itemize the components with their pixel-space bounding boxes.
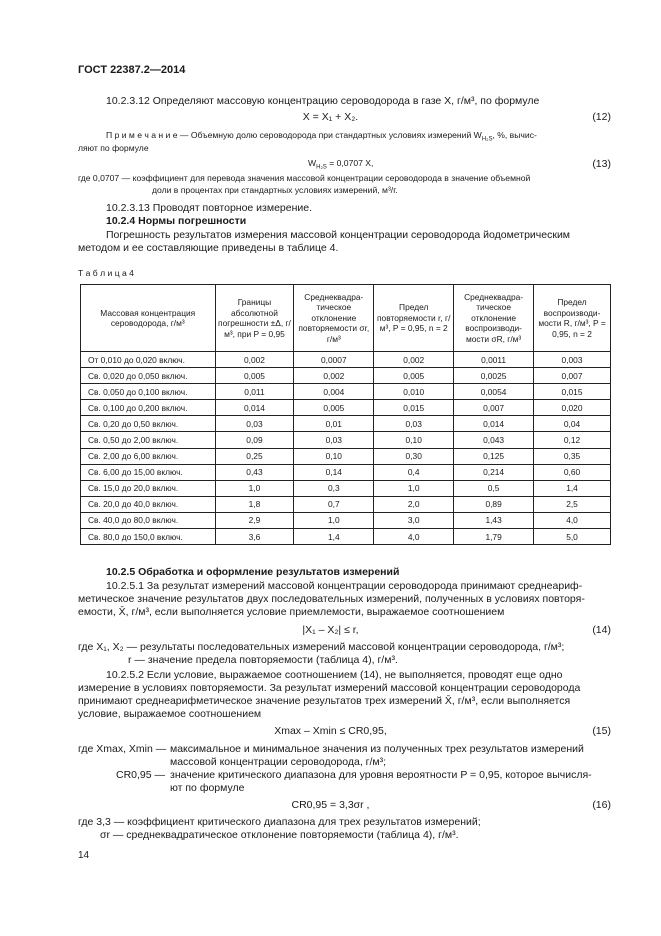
table-cell-range: Св. 20,0 до 40,0 включ. (81, 496, 216, 512)
formula-12-number: (12) (592, 111, 611, 123)
table-row (81, 496, 611, 512)
paragraph-norms-line-1: Погрешность результатов измерения массовой концентрации сероводорода йодометрическим (106, 229, 571, 241)
table-cell-value: 0,01 (294, 416, 374, 432)
table-cell-value: 1,0 (374, 480, 454, 496)
table-cell-range: Св. 0,20 до 0,50 включ. (81, 416, 216, 432)
where-15-label-1: где Xmax, Xmin — (78, 743, 167, 755)
table-row (81, 464, 611, 480)
table-cell-value: 0,125 (454, 448, 534, 464)
note-line-1 (106, 130, 537, 143)
formula-13 (308, 158, 374, 171)
table-cell-value: 0,7 (294, 496, 374, 512)
formula-13-w: W (308, 158, 317, 168)
table-header-cell: Предел повторяемости r, г/м³, P = 0,95, n = 2 (374, 285, 454, 352)
table-cell-range: Св. 2,00 до 6,00 включ. (81, 448, 216, 464)
where-15-line-2: массовой концентрации сероводорода, г/м³; (170, 756, 387, 768)
table-header-cell: Среднеквадра-тическое отклонение повторяемости σr, г/м³ (294, 285, 374, 352)
table-cell-value: 5,0 (534, 529, 611, 545)
table-cell-value: 0,5 (454, 480, 534, 496)
paragraph-10-2-5-1-line-2: метическое значение результатов двух последовательных измерений, полученных в условиях повторя- (78, 593, 585, 605)
where-13-line-2: доли в процентах при стандартных условиях измерений, м³/г. (152, 185, 398, 195)
table-cell-value: 3,0 (374, 512, 454, 528)
formula-12: X = X₁ + X₂. (302, 111, 359, 123)
paragraph-10-2-3-13: 10.2.3.13 Проводят повторное измерение. (106, 202, 313, 214)
formula-13-number: (13) (592, 158, 611, 170)
where-15-label-2: CR0,95 — (116, 769, 166, 781)
table-cell-value: 0,10 (374, 432, 454, 448)
formula-14: |X₁ – X₂| ≤ r, (302, 624, 359, 636)
table-cell-value: 0,014 (215, 400, 294, 416)
table-cell-value: 0,007 (454, 400, 534, 416)
table-cell-value: 0,214 (454, 464, 534, 480)
table-cell-value: 0,007 (534, 368, 611, 384)
where-15-line-1: максимальное и минимальное значения из полученных трех результатов измерений (170, 743, 584, 755)
table-row (81, 352, 611, 368)
where-15-line-3: значение критического диапазона для уровня вероятности P = 0,95, которое вычисля- (170, 769, 592, 781)
table-cell-value: 0,0025 (454, 368, 534, 384)
table-cell-value: 0,002 (374, 352, 454, 368)
table-header-cell: Границы абсолютной погрешности ±Δ, г/м³, при P = 0,95 (215, 285, 294, 352)
table-row (81, 448, 611, 464)
section-10-2-5-heading: 10.2.5 Обработка и оформление результатов измерений (106, 566, 400, 578)
table-row (81, 480, 611, 496)
table-cell-value: 1,43 (454, 512, 534, 528)
table-caption: Т а б л и ц а 4 (78, 268, 134, 278)
table-cell-value: 0,4 (374, 464, 454, 480)
table-header-cell: Предел воспроизводи-мости R, г/м³, P = 0,95, n = 2 (534, 285, 611, 352)
table-cell-value: 0,03 (294, 432, 374, 448)
note-subscript: H₂S (481, 136, 493, 143)
table-cell-value: 0,04 (534, 416, 611, 432)
table-cell-value: 0,002 (215, 352, 294, 368)
table-cell-value: 1,4 (294, 529, 374, 545)
table-cell-value: 0,12 (534, 432, 611, 448)
table-cell-range: Св. 0,050 до 0,100 включ. (81, 384, 216, 400)
table-cell-range: От 0,010 до 0,020 включ. (81, 352, 216, 368)
table-cell-value: 0,005 (294, 400, 374, 416)
paragraph-10-2-5-2-line-2: измерение в условиях повторяемости. За результат измерений массовой концентрации сероводорода (78, 682, 581, 694)
table-cell-value: 0,005 (215, 368, 294, 384)
table-cell-range: Св. 0,100 до 0,200 включ. (81, 400, 216, 416)
table-row (81, 368, 611, 384)
table-cell-value: 3,6 (215, 529, 294, 545)
table-cell-value: 0,015 (374, 400, 454, 416)
table-row (81, 416, 611, 432)
note-text-end: , %, вычис- (492, 130, 537, 140)
page-number: 14 (78, 850, 90, 861)
paragraph-10-2-5-2-line-3: принимают среднеарифметическое значение результатов трех измерений X̄, г/м³, если выполняется (78, 695, 571, 707)
table-row (81, 384, 611, 400)
note-line-2: ляют по формуле (78, 143, 149, 153)
table-cell-value: 2,5 (534, 496, 611, 512)
table-header-cell: Массовая концентрация сероводорода, г/м³ (81, 285, 216, 352)
table-cell-value: 0,002 (294, 368, 374, 384)
table-row (81, 512, 611, 528)
table-cell-value: 0,09 (215, 432, 294, 448)
table-cell-value: 1,0 (215, 480, 294, 496)
table-cell-value: 0,020 (534, 400, 611, 416)
table-cell-value: 0,3 (294, 480, 374, 496)
table-cell-value: 0,03 (374, 416, 454, 432)
table-row (81, 432, 611, 448)
where-13-line-1: где 0,0707 — коэффициент для перевода значения массовой концентрации сероводорода в значение объемной (78, 173, 531, 183)
formula-15: Xmax – Xmin ≤ CR0,95, (274, 725, 387, 737)
table-cell-value: 0,35 (534, 448, 611, 464)
table-cell-range: Св. 40,0 до 80,0 включ. (81, 512, 216, 528)
table-cell-range: Св. 80,0 до 150,0 включ. (81, 529, 216, 545)
formula-14-number: (14) (592, 624, 611, 636)
table-cell-range: Св. 15,0 до 20,0 включ. (81, 480, 216, 496)
where-16-line-1: где 3,3 — коэффициент критического диапазона для трех результатов измерений; (78, 816, 481, 828)
note-text: П р и м е ч а н и е — Объемную долю сероводорода при стандартных условиях измерений W (106, 130, 482, 140)
table-cell-value: 0,004 (294, 384, 374, 400)
section-10-2-4-heading: 10.2.4 Нормы погрешности (106, 215, 247, 227)
table-cell-value: 0,03 (215, 416, 294, 432)
paragraph-10-2-5-1-line-1: 10.2.5.1 За результат измерений массовой концентрации сероводорода принимают среднеариф- (106, 580, 583, 592)
table-cell-value: 0,014 (454, 416, 534, 432)
table-cell-range: Св. 0,50 до 2,00 включ. (81, 432, 216, 448)
table-header-row (81, 285, 611, 352)
table-cell-value: 0,043 (454, 432, 534, 448)
table-cell-value: 1,0 (294, 512, 374, 528)
table-cell-value: 0,60 (534, 464, 611, 480)
table-cell-value: 1,79 (454, 529, 534, 545)
table-row (81, 529, 611, 545)
table-cell-value: 2,0 (374, 496, 454, 512)
formula-16: CR0,95 = 3,3σr , (291, 799, 370, 811)
where-16-line-2: σr — среднеквадратическое отклонение повторяемости (таблица 4), г/м³. (100, 829, 459, 841)
table-header-cell: Среднеквадра-тическое отклонение воспроизводи-мости σR, г/м³ (454, 285, 534, 352)
formula-13-rest: = 0,0707 X, (326, 158, 374, 168)
table-cell-value: 0,015 (534, 384, 611, 400)
formula-16-number: (16) (592, 799, 611, 811)
table-cell-value: 0,011 (215, 384, 294, 400)
where-14-line-2: r — значение предела повторяемости (таблица 4), г/м³. (128, 654, 398, 666)
table-cell-value: 4,0 (374, 529, 454, 545)
paragraph-10-2-3-12: 10.2.3.12 Определяют массовую концентрацию сероводорода в газе X, г/м³, по формуле (106, 95, 540, 107)
formula-15-number: (15) (592, 725, 611, 737)
table-cell-value: 0,003 (534, 352, 611, 368)
paragraph-10-2-5-1-line-3: емости, X̄, г/м³, если выполняется условие приемлемости, выражаемое соотношением (78, 606, 505, 618)
table-cell-value: 0,25 (215, 448, 294, 464)
table-cell-value: 0,0054 (454, 384, 534, 400)
paragraph-10-2-5-2-line-4: условие, выражаемое соотношением (78, 708, 262, 720)
table-cell-value: 0,10 (294, 448, 374, 464)
table-cell-value: 1,8 (215, 496, 294, 512)
table-cell-value: 0,0007 (294, 352, 374, 368)
paragraph-norms-line-2: методом и ее составляющие приведены в таблице 4. (78, 242, 339, 254)
table-4 (80, 284, 611, 545)
table-cell-value: 0,010 (374, 384, 454, 400)
table-cell-value: 0,89 (454, 496, 534, 512)
document-header: ГОСТ 22387.2—2014 (78, 64, 186, 76)
table-cell-value: 0,43 (215, 464, 294, 480)
where-14-line-1: где X₁, X₂ — результаты последовательных измерений массовой концентрации сероводорода, г/м³; (78, 641, 565, 653)
paragraph-10-2-5-2-line-1: 10.2.5.2 Если условие, выражаемое соотношением (14), не выполняется, проводят еще одно (106, 669, 563, 681)
table-cell-range: Св. 0,020 до 0,050 включ. (81, 368, 216, 384)
table-cell-value: 4,0 (534, 512, 611, 528)
table-cell-value: 0,30 (374, 448, 454, 464)
table-cell-value: 1,4 (534, 480, 611, 496)
table-cell-range: Св. 6,00 до 15,00 включ. (81, 464, 216, 480)
table-cell-value: 2,9 (215, 512, 294, 528)
table-cell-value: 0,0011 (454, 352, 534, 368)
table-cell-value: 0,14 (294, 464, 374, 480)
where-15-line-4: ют по формуле (170, 782, 245, 794)
table-cell-value: 0,005 (374, 368, 454, 384)
formula-13-sub: H₂S (316, 164, 327, 171)
table-row (81, 400, 611, 416)
